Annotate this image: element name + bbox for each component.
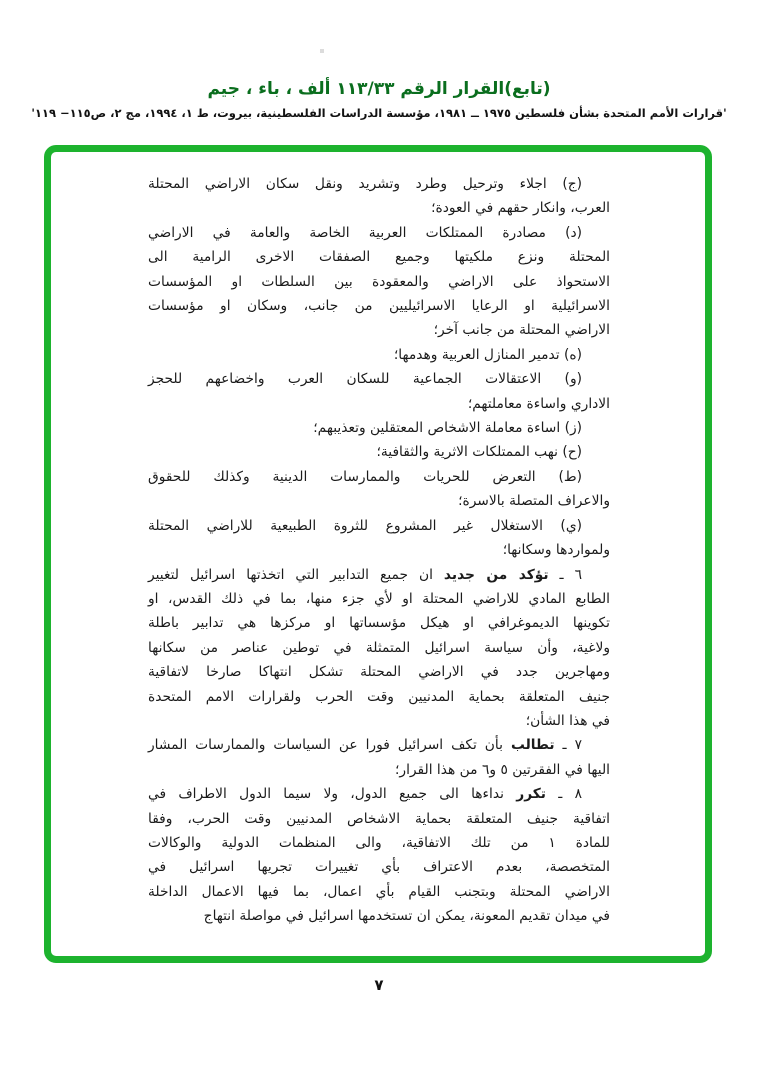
text-segment: (ح) نهب الممتلكات الاثرية والثقافية؛ xyxy=(376,444,582,461)
text-line xyxy=(148,685,610,709)
text-line xyxy=(148,489,610,513)
text-line xyxy=(148,587,610,611)
text-line xyxy=(148,416,610,440)
text-segment: (ط) التعرض للحريات والممارسات الدينية وكذلك للحقوق xyxy=(148,468,582,485)
text-line xyxy=(148,172,610,196)
text-segment: تكوينها الديموغرافي او هيكل مؤسساتها او مركزها هي تدابير باطلة xyxy=(148,615,610,632)
text-line xyxy=(148,904,610,928)
text-line xyxy=(148,807,610,831)
text-line xyxy=(148,270,610,294)
text-segment: الاستحواذ على الاراضي والمعقودة بين السلطات او المؤسسات xyxy=(148,273,610,290)
text-segment: العرب، وانكار حقهم في العودة؛ xyxy=(431,200,610,217)
text-segment: ولمواردها وسكانها؛ xyxy=(502,542,610,559)
text-line xyxy=(148,563,610,587)
text-line xyxy=(148,733,610,757)
text-segment: (ز) اساءة معاملة الاشخاص المعتقلين وتعذيبهم؛ xyxy=(313,420,582,437)
page-number: ٧ xyxy=(374,976,384,994)
text-segment: ان جميع التدابير التي اتخذتها اسرائيل لتغيير xyxy=(148,566,444,583)
text-line xyxy=(148,318,610,342)
source-citation: 'قرارات الأمم المتحدة بشأن فلسطين ١٩٧٥ ــ ١٩٨١، مؤسسة الدراسات الفلسطينية، بيروت، ط ١، ١٩٩٤، مج ٢، ص١١٥− ١١٩' xyxy=(31,106,727,120)
text-segment: والاعراف المتصلة بالاسرة؛ xyxy=(458,493,610,510)
text-line xyxy=(148,855,610,879)
text-segment: المحتلة ونزع ملكيتها وجميع الصفقات الاخرى الرامية الى xyxy=(148,249,610,266)
text-segment: للمادة ١ من تلك الاتفاقية، والى المنظمات الدولية والوكالات xyxy=(148,834,610,851)
text-segment: ولاغية، وأن سياسة اسرائيل المتمثلة في توطين عناصر من سكانها xyxy=(148,639,610,656)
text-line xyxy=(148,221,610,245)
text-segment: (و) الاعتقالات الجماعية للسكان العرب واخضاعهم للحجز xyxy=(148,371,582,388)
text-line xyxy=(148,440,610,464)
text-segment: الاداري واساءة معاملتهم؛ xyxy=(467,395,610,412)
text-line xyxy=(148,367,610,391)
text-segment: (د) مصادرة الممتلكات العربية الخاصة والعامة في الاراضي xyxy=(148,224,582,241)
text-line xyxy=(148,245,610,269)
text-segment: ٨ ـ xyxy=(545,786,582,803)
text-segment: اليها في الفقرتين ٥ و٦ من هذا القرار؛ xyxy=(395,761,610,778)
text-segment: ومهاجرين جدد في الاراضي المحتلة تشكل انتهاكا صارخا لاتفاقية xyxy=(148,664,610,681)
bold-keyword: تؤكد من جديد xyxy=(443,566,549,583)
text-line xyxy=(148,880,610,904)
text-segment: في ميدان تقديم المعونة، يمكن ان تستخدمها اسرائيل في مواصلة انتهاج xyxy=(203,908,610,925)
text-segment: في هذا الشأن؛ xyxy=(525,712,610,729)
text-line xyxy=(148,514,610,538)
text-segment: بأن تكف اسرائيل فورا عن السياسات والممارسات المشار xyxy=(148,737,511,754)
text-line xyxy=(148,392,610,416)
text-line xyxy=(148,660,610,684)
text-line xyxy=(148,611,610,635)
text-segment: نداءها الى جميع الدول، ولا سيما الدول الاطراف في xyxy=(148,786,517,803)
text-segment: (ه) تدمير المنازل العربية وهدمها؛ xyxy=(393,346,582,363)
text-line xyxy=(148,831,610,855)
text-line xyxy=(148,196,610,220)
text-line xyxy=(148,636,610,660)
resolution-body-text xyxy=(148,172,610,929)
text-line xyxy=(148,294,610,318)
text-segment: (ج) اجلاء وترحيل وطرد وتشريد ونقل سكان الاراضي المحتلة xyxy=(148,176,582,192)
text-segment: ٦ ـ xyxy=(548,566,583,583)
bold-keyword: تطالب xyxy=(510,737,555,754)
text-line xyxy=(148,758,610,782)
text-segment: المتخصصة، بعدم الاعتراف بأي تغييرات تجريها اسرائيل في xyxy=(148,859,610,876)
text-segment: الاراضي المحتلة من جانب آخر؛ xyxy=(433,322,610,339)
bold-keyword: تكرر xyxy=(516,786,546,803)
text-segment: ٧ ـ xyxy=(554,737,582,754)
text-line xyxy=(148,465,610,489)
text-segment: (ي) الاستغلال غير المشروع للثروة الطبيعية للاراضي المحتلة xyxy=(148,517,582,534)
text-segment: الاراضي المحتلة وبتجنب القيام بأي اعمال، بما فيها الاعمال الداخلة xyxy=(148,883,610,900)
text-line xyxy=(148,343,610,367)
text-segment: جنيف المتعلقة بحماية المدنيين وقت الحرب ولقرارات الامم المتحدة xyxy=(148,688,610,705)
text-line xyxy=(148,709,610,733)
text-segment: اتفاقية جنيف المتعلقة بحماية الاشخاص المدنيين وقت الحرب، وفقا xyxy=(148,810,610,827)
text-line xyxy=(148,538,610,562)
scan-speck xyxy=(320,49,324,53)
text-segment: الطابع المادي للاراضي المحتلة او لأي جزء منها، بما في ذلك القدس، او xyxy=(148,590,610,607)
resolution-title: (تابع)القرار الرقم ١١٣/٣٣ ألف ، باء ، جيم xyxy=(207,79,551,99)
text-segment: الاسرائيلية او الرعايا الاسرائيليين من جانب، وسكان او مؤسسات xyxy=(148,298,610,315)
text-line xyxy=(148,782,610,806)
